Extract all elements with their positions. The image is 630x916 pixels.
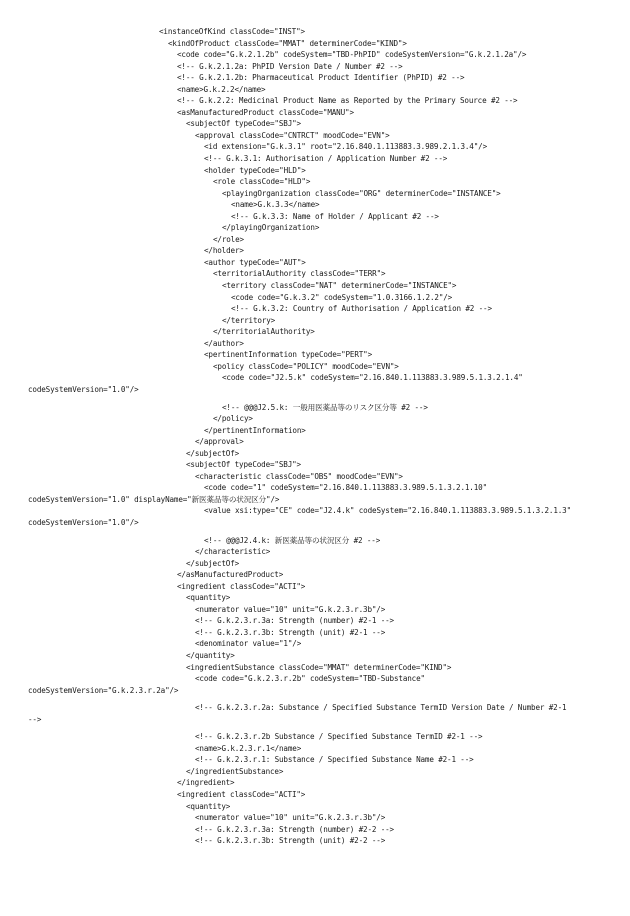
code-line: <value xsi:type="CE" code="J2.4.k" codeSystem="2.16.840.1.113883.3.989.5.1.3.2.1.3" <box>204 506 572 516</box>
code-line: <!-- G.k.2.3.r.3a: Strength (number) #2-2 --> <box>195 824 394 834</box>
code-line: <denominator value="1"/> <box>195 639 302 649</box>
code-line: codeSystemVersion="1.0"/> <box>28 384 139 394</box>
code-line: <ingredientSubstance classCode="MMAT" determinerCode="KIND"> <box>186 662 452 672</box>
code-line: <!-- G.k.2.3.r.3a: Strength (number) #2-1 --> <box>195 616 394 626</box>
code-line: <!-- G.k.3.3: Name of Holder / Applicant #2 --> <box>231 211 439 221</box>
code-line: codeSystemVersion="1.0"/> <box>28 517 139 527</box>
code-line: </role> <box>213 234 244 244</box>
code-line: <policy classCode="POLICY" moodCode="EVN"> <box>213 361 399 371</box>
code-line: <ingredient classCode="ACTI"> <box>177 790 306 799</box>
code-line: </policy> <box>213 414 253 424</box>
code-line: <playingOrganization classCode="ORG" determinerCode="INSTANCE"> <box>222 188 501 198</box>
xml-listing <box>0 26 630 847</box>
code-line: codeSystemVersion="G.k.2.3.r.2a"/> <box>28 685 179 695</box>
code-line: <name>G.k.2.3.r.1</name> <box>195 743 302 753</box>
code-line: codeSystemVersion="1.0" displayName="新医薬品等の状況区分"/> <box>28 494 280 504</box>
code-line: </ingredient> <box>177 778 235 788</box>
code-line: <!-- @@@J2.5.k: 一般用医薬品等のリスク区分等 #2 --> <box>222 402 428 412</box>
code-line: <author typeCode="AUT"> <box>204 257 306 267</box>
code-line: <holder typeCode="HLD"> <box>204 165 306 175</box>
code-line: <numerator value="10" unit="G.k.2.3.r.3b"/> <box>195 604 386 614</box>
code-line: </territory> <box>222 315 276 325</box>
code-line: <!-- @@@J2.4.k: 新医薬品等の状況区分 #2 --> <box>204 535 381 545</box>
code-line: <quantity> <box>186 801 231 811</box>
code-line: <name>G.k.2.2</name> <box>177 84 266 94</box>
code-line: <!-- G.k.2.1.2a: PhPID Version Date / Number #2 --> <box>177 61 403 71</box>
code-line: <territory classCode="NAT" determinerCode="INSTANCE"> <box>222 281 457 291</box>
code-line: <subjectOf typeCode="SBJ"> <box>186 460 301 470</box>
code-line: <ingredient classCode="ACTI"> <box>177 581 306 591</box>
code-line: </quantity> <box>186 650 235 660</box>
code-line: </holder> <box>204 246 244 256</box>
code-line: <!-- G.k.3.1: Authorisation / Application Number #2 --> <box>204 154 448 164</box>
code-line: <!-- G.k.3.2: Country of Authorisation / Application #2 --> <box>231 304 492 314</box>
code-line: <!-- G.k.2.3.r.3b: Strength (unit) #2-2 --> <box>195 836 386 846</box>
code-line: --> <box>28 714 42 724</box>
code-line: <role classCode="HLD"> <box>213 177 311 187</box>
code-line: <quantity> <box>186 593 231 603</box>
code-line: <numerator value="10" unit="G.k.2.3.r.3b"/> <box>195 813 386 823</box>
code-line: <instanceOfKind classCode="INST"> <box>159 27 305 36</box>
code-line: <code code="G.k.3.2" codeSystem="1.0.3166.1.2.2"/> <box>231 292 453 302</box>
code-line: <approval classCode="CNTRCT" moodCode="EVN"> <box>195 130 390 140</box>
code-line: <code code="J2.5.k" codeSystem="2.16.840.1.113883.3.989.5.1.3.2.1.4" <box>222 373 523 383</box>
code-line: </characteristic> <box>195 547 271 557</box>
code-line: <pertinentInformation typeCode="PERT"> <box>204 350 373 360</box>
code-line: <subjectOf typeCode="SBJ"> <box>186 119 301 129</box>
code-line: <code code="G.k.2.3.r.2b" codeSystem="TBD-Substance" <box>195 674 425 684</box>
code-line: <territorialAuthority classCode="TERR"> <box>213 269 386 279</box>
code-line: <asManufacturedProduct classCode="MANU"> <box>177 107 354 117</box>
code-line: </subjectOf> <box>186 558 240 568</box>
code-line: <id extension="G.k.3.1" root="2.16.840.1.113883.3.989.2.1.3.4"/> <box>204 142 487 152</box>
code-line: </subjectOf> <box>186 448 240 458</box>
code-line: <code code="1" codeSystem="2.16.840.1.113883.3.989.5.1.3.2.1.10" <box>204 483 487 493</box>
code-line: <name>G.k.3.3</name> <box>231 200 320 210</box>
code-line: <!-- G.k.2.1.2b: Pharmaceutical Product Identifier (PhPID) #2 --> <box>177 73 465 83</box>
code-line: <!-- G.k.2.3.r.3b: Strength (unit) #2-1 --> <box>195 627 386 637</box>
code-line: <code code="G.k.2.1.2b" codeSystem="TBD-PhPID" codeSystemVersion="G.k.2.1.2a"/> <box>177 50 527 60</box>
code-line: </author> <box>204 338 244 348</box>
code-line: <!-- G.k.2.2: Medicinal Product Name as Reported by the Primary Source #2 --> <box>177 96 518 106</box>
code-line: </ingredientSubstance> <box>186 766 284 776</box>
code-line: <kindOfProduct classCode="MMAT" determinerCode="KIND"> <box>168 38 407 48</box>
code-line: <characteristic classCode="OBS" moodCode="EVN"> <box>195 471 403 481</box>
code-line: <!-- G.k.2.3.r.2a: Substance / Specified Substance TermID Version Date / Number #2-1 <box>195 703 567 713</box>
code-line: </territorialAuthority> <box>213 327 315 337</box>
code-line: </playingOrganization> <box>222 223 320 233</box>
code-line: </pertinentInformation> <box>204 425 306 435</box>
code-line: </approval> <box>195 437 244 447</box>
code-line: </asManufacturedProduct> <box>177 570 284 580</box>
code-line: <!-- G.k.2.3.r.2b Substance / Specified Substance TermID #2-1 --> <box>195 732 483 742</box>
code-line: <!-- G.k.2.3.r.1: Substance / Specified Substance Name #2-1 --> <box>195 755 474 765</box>
